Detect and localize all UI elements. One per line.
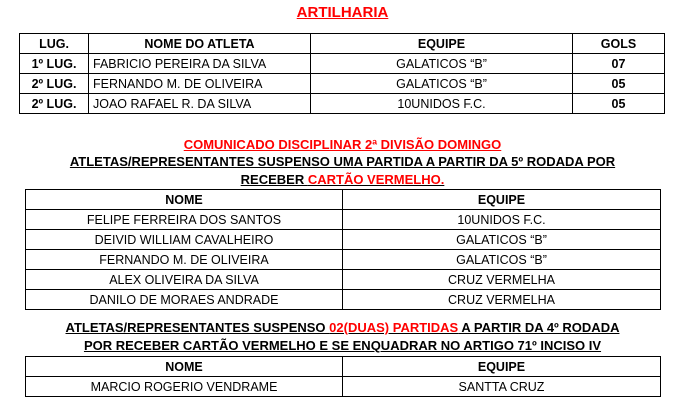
table-row — [26, 270, 661, 290]
table-row — [20, 74, 665, 94]
col-header-lug: LUG. — [20, 34, 89, 54]
cell-gols: 05 — [573, 74, 665, 94]
comunicado-line-1: ATLETAS/REPRESENTANTES SUSPENSO UMA PARTIDA A PARTIR DA 5º RODADA POR — [69, 154, 616, 169]
suspensao2-line-2: POR RECEBER CARTÃO VERMELHO E SE ENQUADRAR NO ARTIGO 71º INCISO IV — [83, 338, 602, 353]
table-row — [26, 250, 661, 270]
suspensao-uma-partida-table — [25, 189, 661, 310]
cell-nome: FELIPE FERREIRA DOS SANTOS — [26, 210, 343, 230]
cell-nome: MARCIO ROGERIO VENDRAME — [26, 377, 343, 397]
cell-equipe: CRUZ VERMELHA — [343, 270, 661, 290]
cartao-vermelho-text: CARTÃO VERMELHO. — [307, 172, 445, 187]
table-row — [26, 290, 661, 310]
cell-equipe: GALATICOS “B” — [311, 74, 573, 94]
cell-nome: FABRICIO PEREIRA DA SILVA — [89, 54, 311, 74]
col-header-equipe: EQUIPE — [343, 190, 661, 210]
suspensao-duas-partidas-table — [25, 356, 661, 397]
duas-partidas-text: 02(DUAS) PARTIDAS — [329, 320, 459, 335]
cell-gols: 07 — [573, 54, 665, 74]
cell-nome: DANILO DE MORAES ANDRADE — [26, 290, 343, 310]
cell-nome: JOAO RAFAEL R. DA SILVA — [89, 94, 311, 114]
cell-nome: DEIVID WILLIAM CAVALHEIRO — [26, 230, 343, 250]
suspensao2-line-1 — [0, 320, 685, 335]
table-row — [20, 94, 665, 114]
table-header-row — [26, 357, 661, 377]
suspensao2-line-1-prefix: ATLETAS/REPRESENTANTES SUSPENSO — [65, 320, 330, 335]
table-row — [26, 230, 661, 250]
table-header-row — [26, 190, 661, 210]
cell-nome: FERNANDO M. DE OLIVEIRA — [89, 74, 311, 94]
table-row — [26, 210, 661, 230]
col-header-equipe: EQUIPE — [343, 357, 661, 377]
cell-lug: 2º LUG. — [20, 74, 89, 94]
col-header-gols: GOLS — [573, 34, 665, 54]
cell-lug: 2º LUG. — [20, 94, 89, 114]
comunicado-title: COMUNICADO DISCIPLINAR 2ª DIVISÃO DOMINGO — [183, 137, 502, 152]
cell-equipe: 10UNIDOS F.C. — [343, 210, 661, 230]
table-header-row — [20, 34, 665, 54]
cell-equipe: CRUZ VERMELHA — [343, 290, 661, 310]
table-row — [26, 377, 661, 397]
cell-equipe: GALATICOS “B” — [311, 54, 573, 74]
cell-gols: 05 — [573, 94, 665, 114]
cell-equipe: GALATICOS “B” — [343, 230, 661, 250]
suspensao2-line-1-suffix: A PARTIR DA 4º RODADA — [458, 320, 620, 335]
comunicado-line-2-prefix: RECEBER — [240, 172, 308, 187]
cell-nome: ALEX OLIVEIRA DA SILVA — [26, 270, 343, 290]
cell-nome: FERNANDO M. DE OLIVEIRA — [26, 250, 343, 270]
comunicado-line-2 — [0, 172, 685, 187]
col-header-equipe: EQUIPE — [311, 34, 573, 54]
artilharia-title: ARTILHARIA — [296, 4, 389, 21]
artilharia-table — [19, 33, 665, 114]
col-header-nome: NOME DO ATLETA — [89, 34, 311, 54]
cell-equipe: SANTTA CRUZ — [343, 377, 661, 397]
cell-equipe: GALATICOS “B” — [343, 250, 661, 270]
table-row — [20, 54, 665, 74]
col-header-nome: NOME — [26, 357, 343, 377]
cell-lug: 1º LUG. — [20, 54, 89, 74]
col-header-nome: NOME — [26, 190, 343, 210]
cell-equipe: 10UNIDOS F.C. — [311, 94, 573, 114]
